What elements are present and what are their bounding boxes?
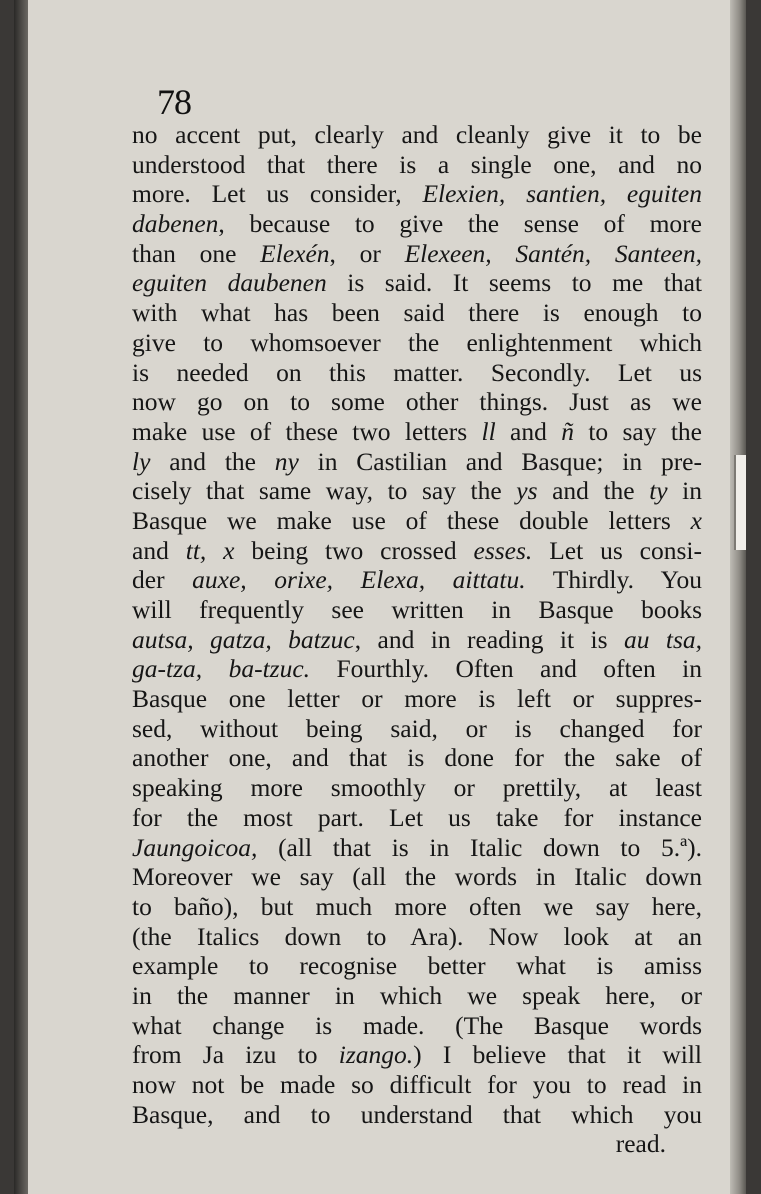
text-run: and	[495, 416, 562, 446]
text-line	[132, 714, 702, 744]
text-line	[132, 447, 702, 477]
text-line	[132, 892, 702, 922]
text-run: in Castilian and Basque; in pre-	[298, 446, 702, 476]
italic-run: esses.	[473, 535, 533, 565]
text-line	[132, 803, 702, 833]
italic-run: Elexeen, Santén, Santeen,	[404, 238, 702, 268]
text-line	[132, 298, 702, 328]
text-line	[132, 595, 702, 625]
page-right-edge	[730, 0, 746, 1194]
italic-run: eguiten daubenen	[132, 268, 327, 298]
italic-run: tt, x	[185, 535, 235, 565]
page-tab-mark	[734, 455, 746, 550]
italic-run: ty	[649, 476, 668, 506]
text-run: in	[667, 476, 702, 506]
text-run: will frequently see written in Basque books	[132, 595, 702, 624]
italic-run: au tsa,	[623, 624, 702, 654]
text-line	[132, 922, 702, 952]
text-run: to baño), but much more often we say here,	[132, 891, 702, 921]
text-run: and the	[150, 446, 275, 476]
text-run: , because to give the sense of more	[218, 209, 702, 239]
text-line	[132, 684, 702, 714]
text-run: being two crossed	[234, 535, 474, 565]
text-line	[132, 417, 702, 447]
italic-run: ny	[274, 446, 299, 476]
italic-run: dabenen	[132, 209, 219, 239]
text-run: cisely that same way, to say the	[132, 476, 517, 506]
text-run: with what has been said there is enough to	[132, 298, 702, 328]
text-line	[132, 1040, 702, 1070]
text-run: and	[132, 535, 186, 565]
text-line	[132, 150, 702, 180]
italic-run: Jaungoicoa,	[132, 832, 258, 862]
italic-run: autsa, gatza, batzuc	[132, 624, 355, 654]
text-line	[132, 773, 702, 803]
text-run: ) I believe that it will	[413, 1040, 702, 1070]
book-page	[14, 0, 746, 1194]
text-run: , and in reading it is	[354, 624, 624, 654]
text-line	[132, 1070, 702, 1100]
text-run: is needed on this matter. Secondly. Let us	[132, 357, 702, 387]
text-run: to say the	[573, 416, 703, 446]
italic-run: ys	[516, 476, 538, 506]
text-run: give to whomsoever the enlightenment which	[132, 327, 702, 357]
text-line	[132, 387, 702, 417]
text-line	[132, 506, 702, 536]
text-line	[132, 625, 702, 655]
text-run: (the Italics down to Ara). Now look at an	[132, 921, 702, 951]
italic-run: ga-tza, ba-tzuc.	[132, 654, 311, 684]
italic-run: ñ	[561, 416, 574, 446]
text-run: Basque one letter or more is left or suppres-	[132, 684, 702, 714]
text-run: read.	[615, 1129, 666, 1159]
text-line	[132, 1129, 702, 1159]
text-run: example to recognise better what is amiss	[132, 951, 702, 981]
text-run: for the most part. Let us take for instance	[132, 802, 702, 832]
text-run: sed, without being said, or is changed for	[132, 713, 702, 743]
text-line	[132, 833, 702, 863]
text-line	[132, 328, 702, 358]
text-run: understood that there is a single one, and no	[132, 149, 702, 179]
text-run: more. Let us consider,	[132, 179, 423, 209]
text-run: no accent put, clearly and cleanly give it to be	[132, 120, 702, 149]
italic-run: x	[690, 505, 702, 535]
text-line	[132, 565, 702, 595]
text-run: Basque, and to understand that which you	[132, 1099, 702, 1129]
text-line	[132, 476, 702, 506]
text-run: now go on to some other things. Just as we	[132, 387, 702, 417]
text-run: what change is made. (The Basque words	[132, 1010, 702, 1040]
page-gutter-shadow	[14, 0, 28, 1194]
text-run: Thirdly. You	[525, 565, 703, 595]
italic-run: ll	[481, 416, 496, 446]
italic-run: auxe, orixe, Elexa, aittatu.	[192, 565, 526, 595]
italic-run: ly	[132, 446, 151, 476]
text-line	[132, 268, 702, 298]
text-run: Moreover we say (all the words in Italic down	[132, 862, 702, 892]
text-run: from Ja izu to	[132, 1040, 339, 1070]
text-line	[132, 1100, 702, 1130]
text-line	[132, 743, 702, 773]
italic-run: izango.	[338, 1040, 414, 1070]
page-number: 78	[157, 82, 191, 122]
text-run: another one, and that is done for the sake of	[132, 743, 702, 773]
text-run: Let us consi-	[532, 535, 702, 565]
text-run: Basque we make use of these double letters	[132, 505, 691, 535]
text-run: make use of these two letters	[132, 416, 482, 446]
italic-run: Elexien, santien, eguiten	[422, 179, 702, 209]
body-text	[132, 120, 702, 1159]
text-run: der	[132, 565, 193, 595]
text-line	[132, 951, 702, 981]
text-line	[132, 1011, 702, 1041]
text-line	[132, 120, 702, 150]
text-run: (all that is in Italic down to 5.ª).	[257, 832, 702, 862]
text-line	[132, 536, 702, 566]
text-run: Fourthly. Often and often in	[310, 654, 702, 684]
text-run: and the	[537, 476, 650, 506]
text-run: is said. It seems to me that	[326, 268, 703, 298]
text-line	[132, 179, 702, 209]
italic-run: Elexén	[260, 238, 330, 268]
text-line	[132, 358, 702, 388]
text-line	[132, 209, 702, 239]
text-line	[132, 981, 702, 1011]
text-run: in the manner in which we speak here, or	[132, 980, 702, 1010]
text-run: than one	[132, 238, 261, 268]
text-line	[132, 654, 702, 684]
text-run: speaking more smoothly or prettily, at least	[132, 773, 702, 803]
text-run: now not be made so difficult for you to read in	[132, 1070, 702, 1099]
text-run: , or	[329, 238, 405, 268]
text-line	[132, 239, 702, 269]
text-line	[132, 862, 702, 892]
